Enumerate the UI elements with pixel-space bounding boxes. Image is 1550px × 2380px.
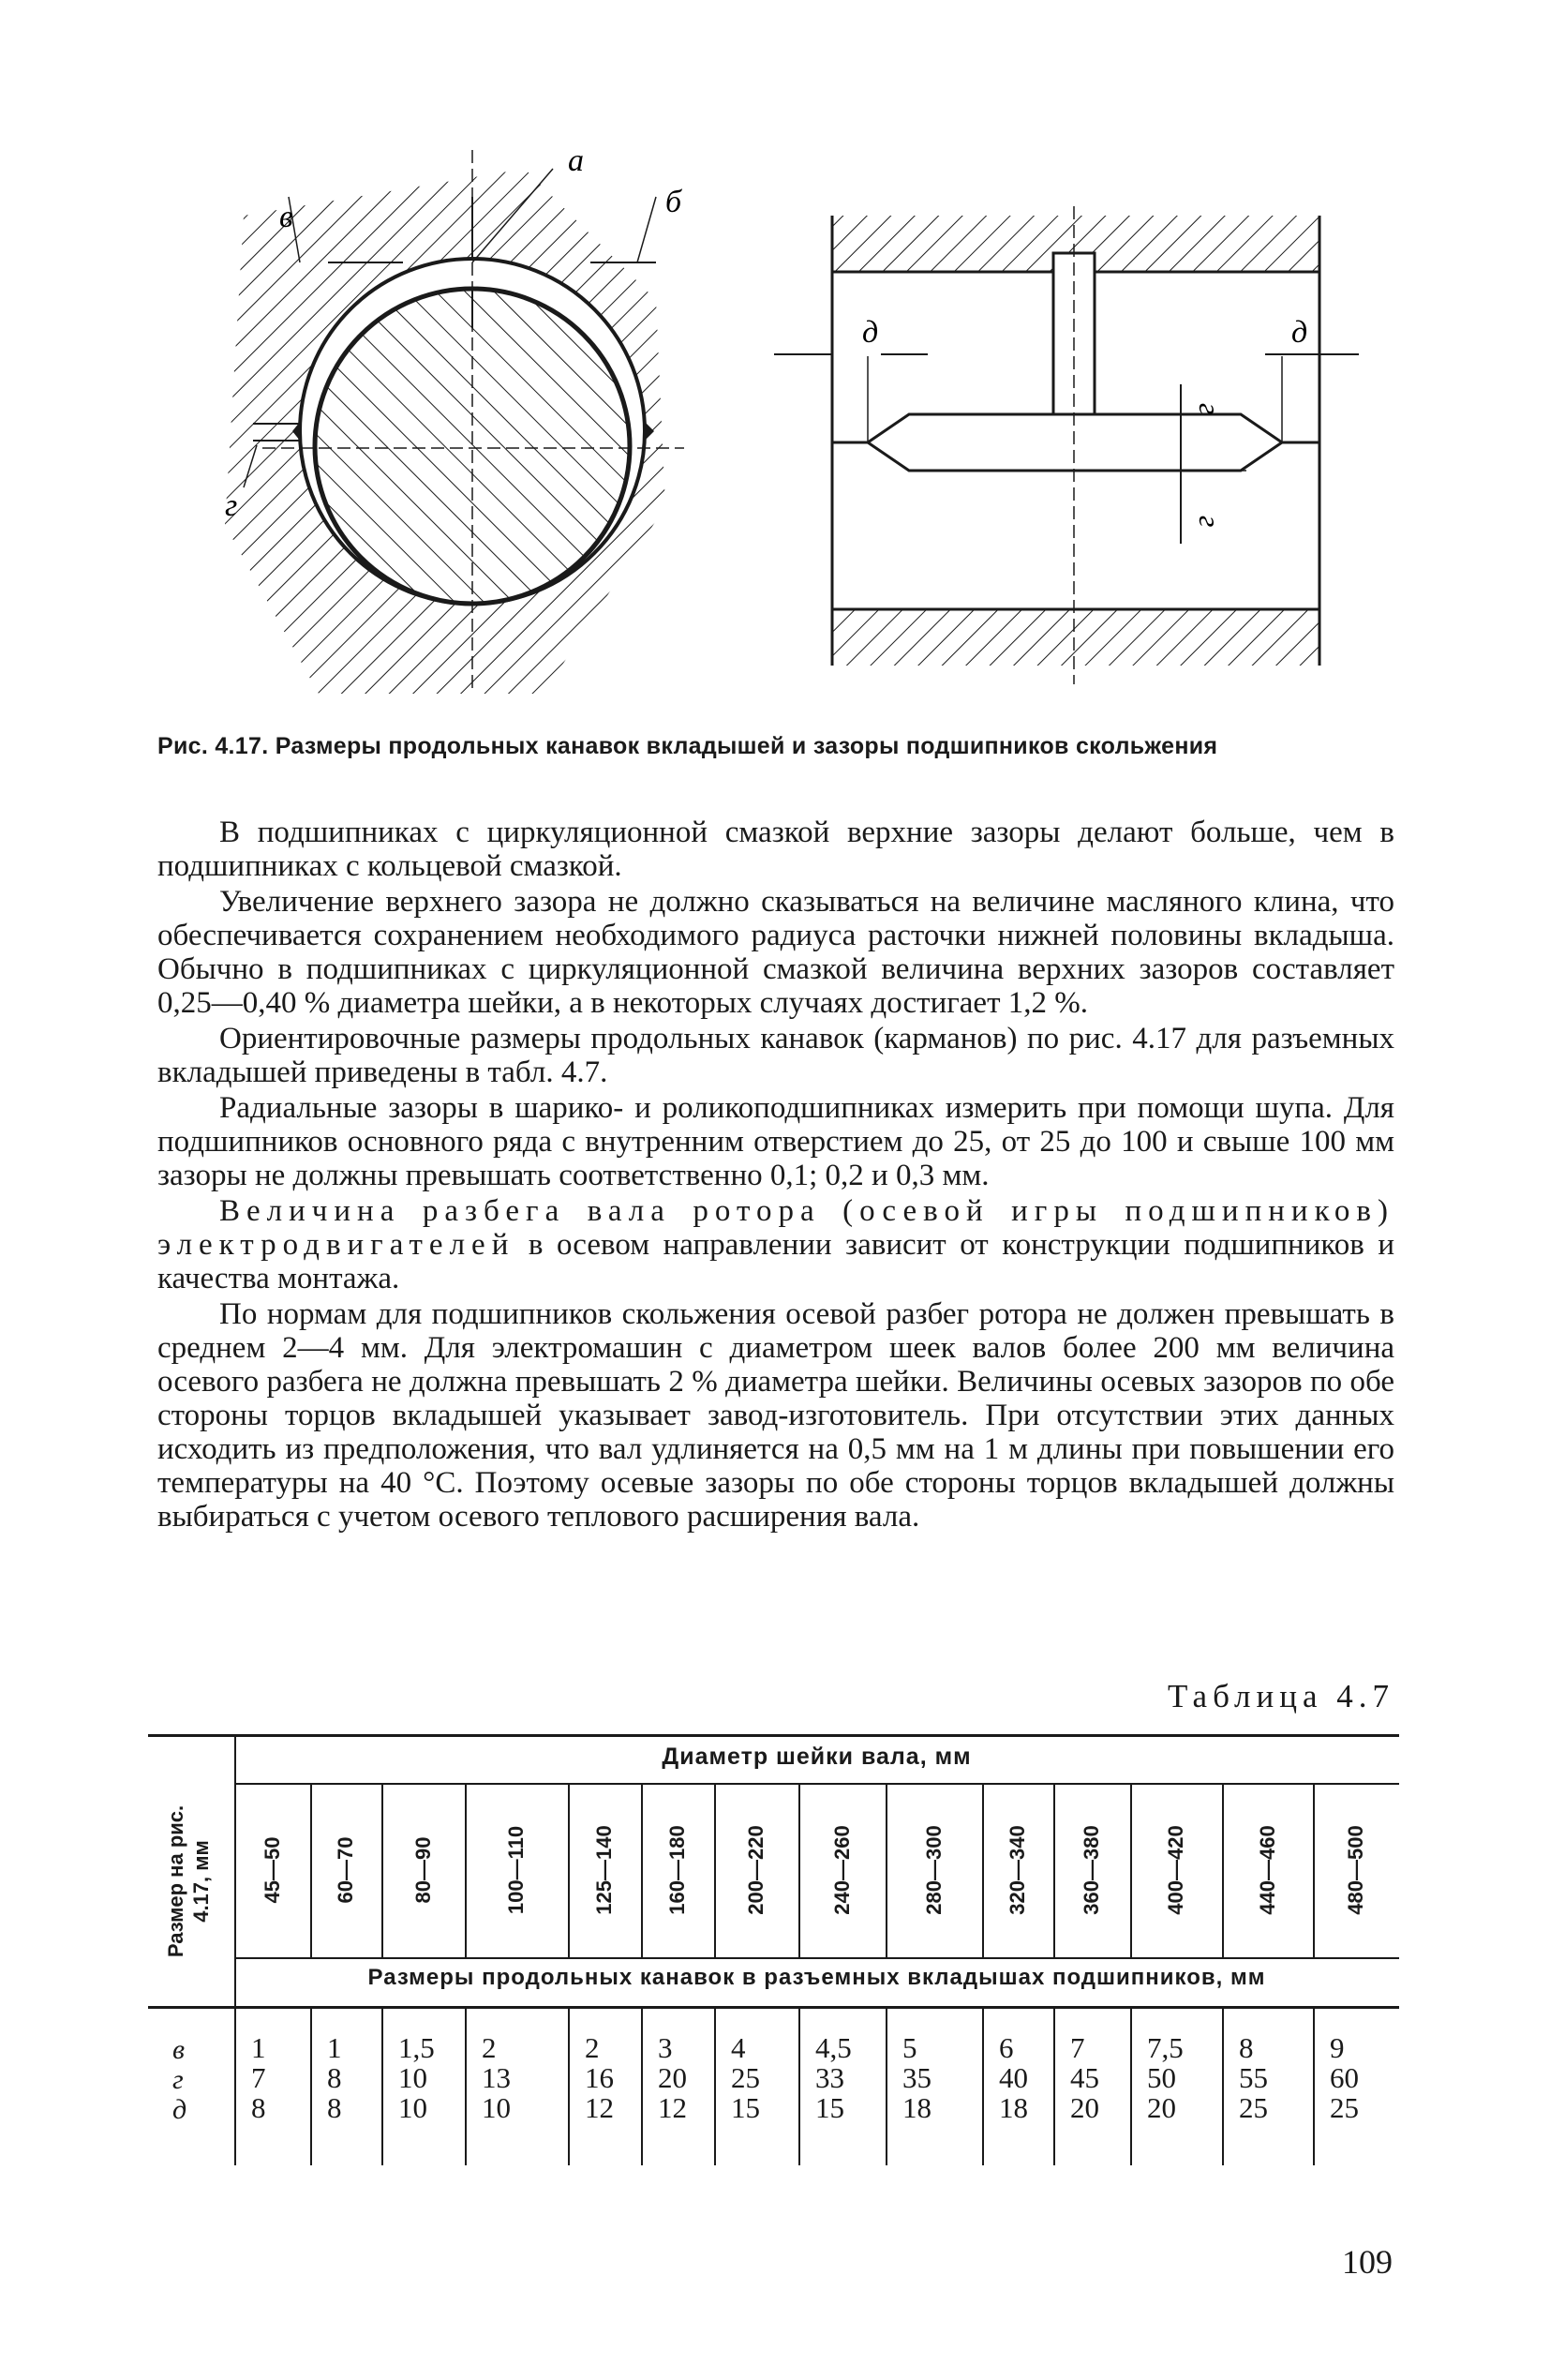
groove-longitudinal-section — [774, 206, 1359, 684]
column-rule — [714, 1783, 716, 1957]
column-rule — [886, 1783, 887, 1957]
rule — [234, 1783, 1399, 1785]
table-cell: 8 — [327, 2091, 342, 2124]
column-rule — [982, 1783, 984, 1957]
table-cell: 18 — [902, 2091, 931, 2124]
paragraph-rest: в осевом направлении зависит от конструкции подшипников и качества монтажа. — [157, 1228, 1394, 1295]
label-d-right: д — [1291, 315, 1308, 350]
row-label: д — [172, 2094, 187, 2125]
table-cell: 16 — [585, 2061, 614, 2094]
column-header: 320—340 — [1006, 1825, 1029, 1915]
sub-header: Размеры продольных канавок в разъемных вкладышах подшипников, мм — [367, 1965, 1266, 1990]
label-g-upper: г — [1193, 403, 1227, 415]
label-a: а — [568, 143, 584, 178]
label-v: в — [279, 200, 293, 234]
table-cell: 55 — [1239, 2061, 1268, 2094]
column-rule — [310, 2009, 312, 2165]
label-g-lower: г — [1193, 516, 1227, 528]
table-cell: 2 — [482, 2031, 497, 2064]
column-header: 80—90 — [410, 1836, 435, 1904]
column-rule — [886, 2009, 887, 2165]
label-g-left: г — [225, 488, 238, 523]
column-header: 360—380 — [1080, 1825, 1103, 1915]
column-header: 200—220 — [744, 1825, 768, 1915]
column-header: 400—420 — [1164, 1825, 1187, 1915]
column-rule — [798, 2009, 800, 2165]
paragraph: Радиальные зазоры в шарико- и роликоподшипниках измерить при помощи шупа. Для подшипников основного ряда с внутренним отверстием до 25, от 25 до 100 и свыше 100 мм зазоры не должны превышать соответственно 0,1; 0,2 и 0,3 мм. — [157, 1091, 1394, 1192]
table-cell: 50 — [1147, 2061, 1176, 2094]
column-rule — [310, 1783, 312, 1957]
figure-caption: Рис. 4.17. Размеры продольных канавок вкладышей и зазоры подшипников скольжения — [157, 733, 1218, 759]
table-cell: 60 — [1330, 2061, 1359, 2094]
column-rule — [465, 2009, 467, 2165]
paragraph: По нормам для подшипников скольжения осевой разбег ротора не должен превышать в среднем 2—4 мм. Для электромашин с диаметром шеек валов более 200 мм величина осевого разбега не должна превышать 2 % диаметра шейки. Величины осевых зазоров по обе стороны торцов вкладышей указывает завод-изготовитель. При отсутствии этих данных исходить из предположения, что вал удлиняется на 0,5 мм на 1 м длины при повышении его температуры на 40 °С. Поэтому осевые зазоры по обе стороны торцов вкладышей должны выбираться с учетом осевого теплового расширения вала. — [157, 1297, 1394, 1534]
table-cell: 6 — [999, 2031, 1014, 2064]
column-rule — [1313, 2009, 1315, 2165]
table-4-7 — [148, 1734, 1399, 2165]
column-header: 60—70 — [334, 1836, 357, 1904]
table-cell: 20 — [1070, 2091, 1099, 2124]
table-cell: 18 — [999, 2091, 1028, 2124]
table-cell: 25 — [1239, 2091, 1268, 2124]
table-cell: 12 — [585, 2091, 614, 2124]
table-cell: 33 — [815, 2061, 844, 2094]
paragraph — [157, 1194, 1394, 1295]
column-rule — [982, 2009, 984, 2165]
top-header: Диаметр шейки вала, мм — [662, 1744, 972, 1770]
paragraph: Ориентировочные размеры продольных канавок (карманов) по рис. 4.17 для разъемных вкладышей приведены в табл. 4.7. — [157, 1022, 1394, 1089]
table-cell: 10 — [398, 2091, 427, 2124]
table-cell: 4,5 — [815, 2031, 852, 2064]
table-cell: 2 — [585, 2031, 600, 2064]
column-rule — [714, 2009, 716, 2165]
label-b: б — [665, 185, 682, 219]
column-rule — [1313, 1783, 1315, 1957]
table-cell: 3 — [658, 2031, 673, 2064]
column-rule — [568, 2009, 570, 2165]
table-cell: 7 — [1070, 2031, 1085, 2064]
first-column-header: Размер на рис. 4.17, мм — [164, 1804, 213, 1958]
table-cell: 7,5 — [1147, 2031, 1184, 2064]
column-rule — [1130, 1783, 1132, 1957]
column-rule — [1130, 2009, 1132, 2165]
column-rule — [1222, 2009, 1224, 2165]
table-title: Таблица 4.7 — [1168, 1678, 1394, 1714]
table-cell: 20 — [658, 2061, 687, 2094]
label-d-left: д — [862, 315, 879, 350]
paragraph: Увеличение верхнего зазора не должно сказываться на величине масляного клина, что обеспечивается сохранением необходимого радиуса расточки нижней половины вкладыша. Обычно в подшипниках с циркуляционной смазкой величина верхних зазоров составляет 0,25—0,40 % диаметра шейки, а в некоторых случаях достигает 1,2 %. — [157, 885, 1394, 1020]
column-header: 280—300 — [921, 1825, 946, 1915]
table-cell: 20 — [1147, 2091, 1176, 2124]
column-header: 100—110 — [504, 1825, 528, 1915]
column-header: 160—180 — [665, 1825, 689, 1915]
table-cell: 12 — [658, 2091, 687, 2124]
table-cell: 1,5 — [398, 2031, 435, 2064]
table-cell: 8 — [1239, 2031, 1254, 2064]
table-cell: 35 — [902, 2061, 931, 2094]
column-header: 480—500 — [1344, 1825, 1367, 1915]
rule — [234, 1734, 236, 2165]
rule — [148, 1734, 1399, 1737]
table-cell: 9 — [1330, 2031, 1345, 2064]
rule — [148, 2006, 1399, 2009]
table-cell: 45 — [1070, 2061, 1099, 2094]
body-text — [157, 816, 1394, 1535]
table-cell: 8 — [327, 2061, 342, 2094]
table-cell: 25 — [731, 2061, 760, 2094]
table-cell: 40 — [999, 2061, 1028, 2094]
column-rule — [641, 2009, 643, 2165]
table-cell: 7 — [251, 2061, 266, 2094]
paragraph: В подшипниках с циркуляционной смазкой верхние зазоры делают больше, чем в подшипниках с кольцевой смазкой. — [157, 816, 1394, 883]
bearing-cross-section — [187, 131, 712, 712]
row-label: в — [172, 2034, 186, 2065]
column-rule — [568, 1783, 570, 1957]
rule — [234, 1957, 1399, 1959]
column-rule — [1222, 1783, 1224, 1957]
table-cell: 5 — [902, 2031, 917, 2064]
column-header: 440—460 — [1255, 1825, 1279, 1915]
column-header: 125—140 — [592, 1825, 616, 1915]
column-header: 45—50 — [260, 1836, 284, 1904]
column-header: 240—260 — [829, 1825, 854, 1915]
table-cell: 1 — [251, 2031, 266, 2064]
table-cell: 10 — [398, 2061, 427, 2094]
column-rule — [465, 1783, 467, 1957]
column-rule — [1053, 2009, 1055, 2165]
page-number: 109 — [1342, 2243, 1393, 2281]
row-label: г — [172, 2064, 184, 2095]
table-cell: 4 — [731, 2031, 746, 2064]
table-cell: 10 — [482, 2091, 511, 2124]
column-rule — [1053, 1783, 1055, 1957]
figure-4-17 — [187, 131, 1406, 712]
table-cell: 13 — [482, 2061, 511, 2094]
table-cell: 15 — [815, 2091, 844, 2124]
table-cell: 25 — [1330, 2091, 1359, 2124]
column-rule — [381, 2009, 383, 2165]
table-cell: 8 — [251, 2091, 266, 2124]
column-rule — [641, 1783, 643, 1957]
column-rule — [798, 1783, 800, 1957]
spaced-term: Величина разбега вала ротора (осевой игры подшипников) электродвигателей — [157, 1194, 1394, 1262]
table-cell: 15 — [731, 2091, 760, 2124]
table-cell: 1 — [327, 2031, 342, 2064]
column-rule — [381, 1783, 383, 1957]
